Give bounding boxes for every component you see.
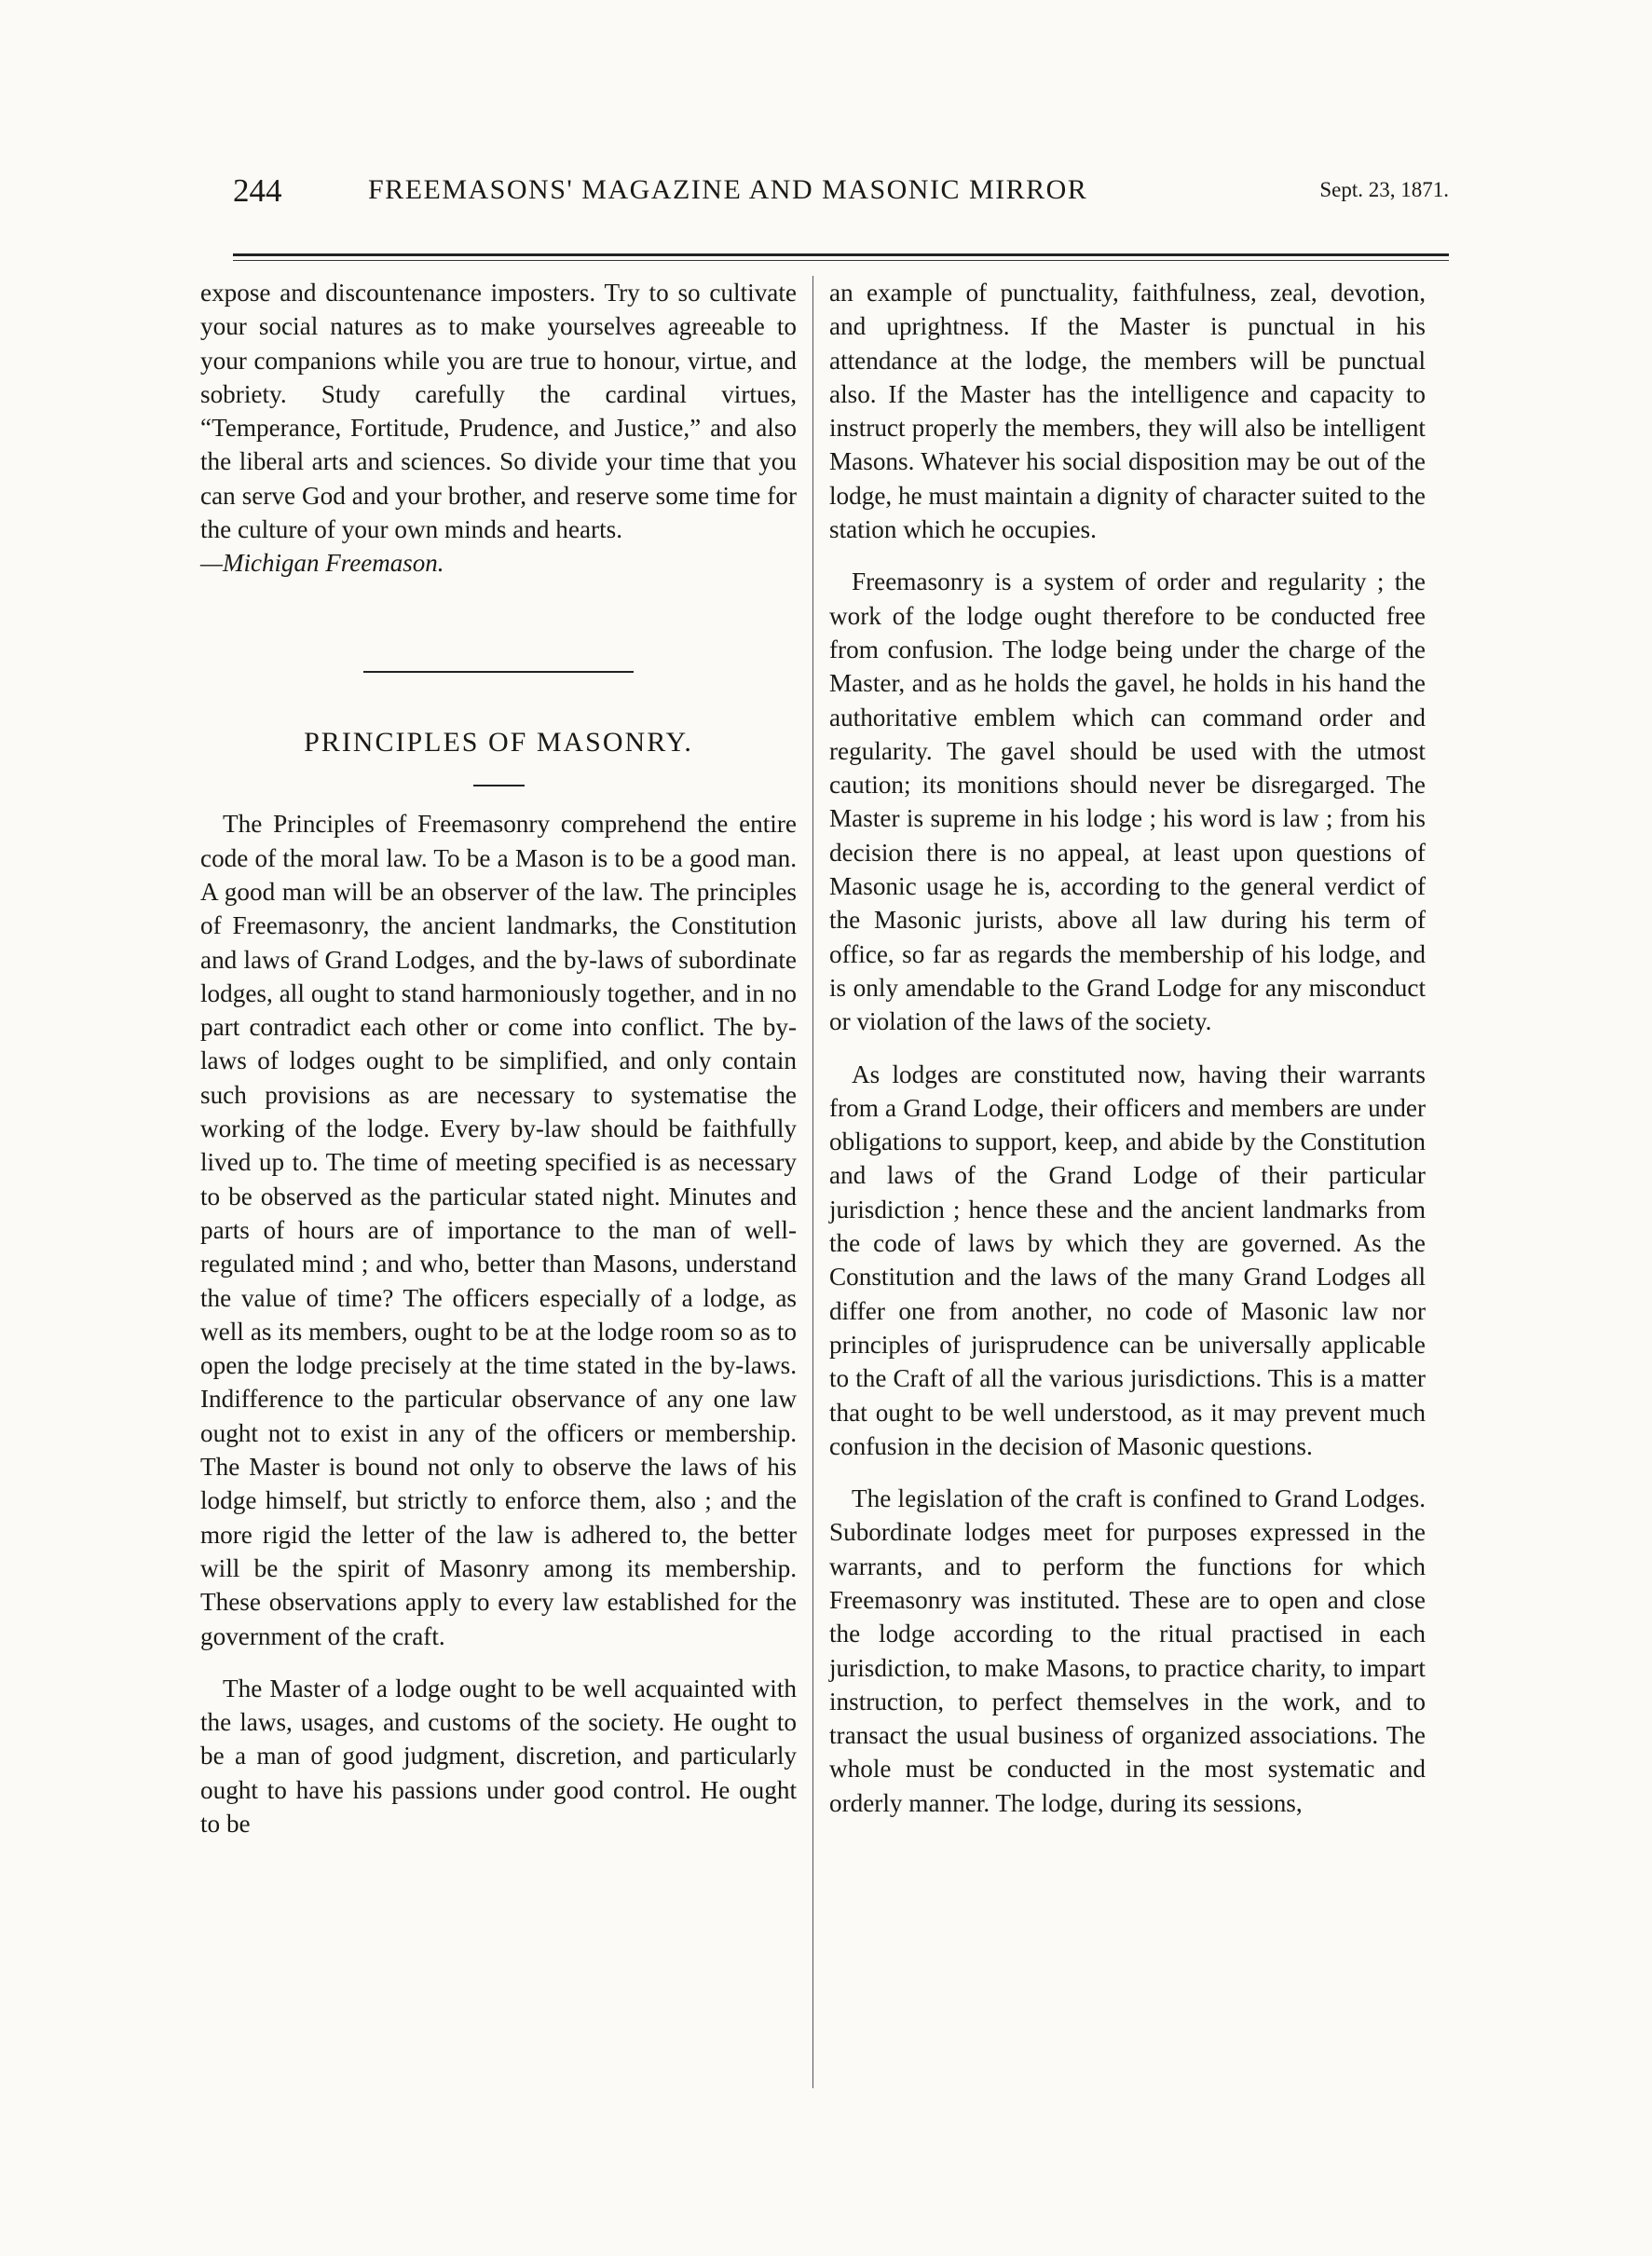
page-header <box>233 172 1449 228</box>
article-paragraph-2: The Master of a lodge ought to be well acquainted with the laws, usages, and customs of the society. He ought to be a man of good judgment, discretion, and particularly ought to have his passions under good control. He ought to be <box>200 1674 797 1838</box>
running-title: FREEMASONS' MAGAZINE AND MASONIC MIRROR <box>368 174 1088 205</box>
section-title: PRINCIPLES OF MASONRY. <box>304 727 693 759</box>
header-rule <box>233 253 1449 256</box>
article-paragraph-6: The legislation of the craft is confined to Grand Lodges. Subordinate lodges meet for purposes expressed in the warrants, and to perform the functions for which Freemasonry was instituted. These are to open and close the lodge according to the ritual practised in each jurisdiction, to make Masons, to practice charity, to impart instruction, to perfect themselves in the work, and to transact the usual business of organized associations. The whole must be conducted in the most systematic and orderly manner. The lodge, during its sessions, <box>829 1484 1426 1817</box>
header-rule-thin <box>233 260 1449 261</box>
article-paragraph-3: an example of punctuality, faithfulness, zeal, devotion, and uprightness. If the Master is punctual in his attendance at the lodge, the members will be punctual also. If the Master has the intelligence and capacity to instruct properly the members, they will also be intelligent Masons. Whatever his social disposition may be out of the lodge, he must maintain a dignity of character suited to the station which he occupies. <box>829 279 1426 544</box>
issue-date: Sept. 23, 1871. <box>1319 178 1449 201</box>
article-paragraph-4: Freemasonry is a system of order and regularity ; the work of the lodge ought therefore to be conducted free from confusion. The lodge being under the charge of the Master, and as he holds the gavel, he holds in his hand the authoritative emblem which can command order and regularity. The gavel should be used with the utmost caution; its monitions should never be disregarged. The Master is supreme in his lodge ; his word is law ; from his decision there is no appeal, at least upon questions of Masonic usage he is, according to the general verdict of the Masonic jurists, above all law during his term of office, so far as regards the membership of his lodge, and is only amendable to the Grand Lodge for any misconduct or violation of the laws of the society. <box>829 567 1426 1036</box>
section-divider <box>363 671 634 673</box>
right-column <box>829 276 1426 1820</box>
intro-paragraph: expose and discountenance imposters. Try to so cultivate your social natures as to make yourselves agreeable to your companions while you are true to honour, virtue, and sobriety. Study carefully the cardinal virtues, “Temperance, Fortitude, Prudence, and Justice,” and also the liberal arts and sciences. So divide your time that you can serve God and your brother, and reserve some time for the culture of your own minds and hearts. <box>200 279 797 544</box>
title-underline <box>473 785 525 786</box>
attribution: —Michigan Freemason. <box>200 549 444 578</box>
page-number: 244 <box>233 172 282 209</box>
left-column <box>200 276 797 1840</box>
article-paragraph-1: The Principles of Freemasonry comprehend the entire code of the moral law. To be a Mason is to be a good man. A good man will be an observer of the law. The principles of Freemasonry, the ancient landmarks, the Constitution and laws of Grand Lodges, and the by-laws of subordinate lodges, all ought to stand harmoniously together, and in no part contradict each other or come into conflict. The by-laws of lodges ought to be simplified, and only contain such provisions as are necessary to systematise the working of the lodge. Every by-law should be faithfully lived up to. The time of meeting specified is as necessary to be observed as the particular stated night. Minutes and parts of hours are of importance to the man of well-regulated mind ; and who, better than Masons, understand the value of time? The officers especially of a lodge, as well as its members, ought to be at the lodge room so as to open the lodge precisely at the time stated in the by-laws. Indifference to the particular observance of any one law ought not to exist in any of the officers or membership. The Master is bound not only to observe the laws of his lodge himself, but strictly to enforce them, also ; and the more rigid the letter of the law is adhered to, the better will be the spirit of Masonry among its membership. These observations apply to every law established for the government of the craft. <box>200 810 797 1650</box>
column-divider <box>812 276 813 2088</box>
article-paragraph-5: As lodges are constituted now, having their warrants from a Grand Lodge, their officers and members are under obligations to support, keep, and abide by the Constitution and laws of the Grand Lodge of their particular jurisdiction ; hence these and the ancient landmarks from the code of laws by which they are governed. As the Constitution and the laws of the many Grand Lodges all differ one from another, no code of Masonic law nor principles of jurisprudence can be universally applicable to the Craft of all the various jurisdictions. This is a matter that ought to be well understood, as it may prevent much confusion in the decision of Masonic questions. <box>829 1060 1426 1460</box>
